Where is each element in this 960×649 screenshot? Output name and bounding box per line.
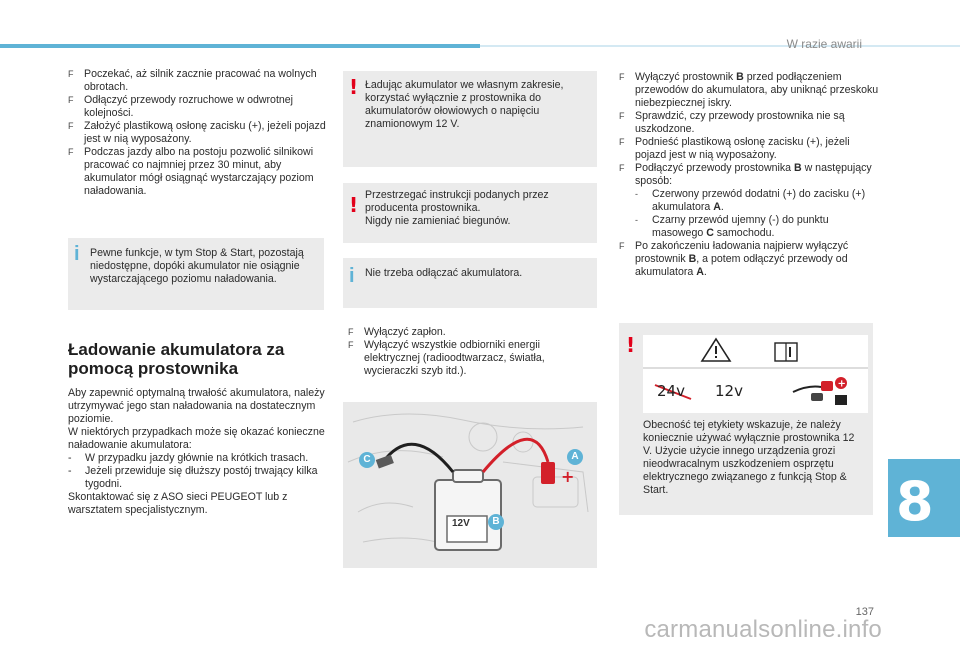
list-item: F Podnieść plastikową osłonę zacisku (+), jeżeli pojazd jest w nią wyposażony. <box>619 136 850 161</box>
left-steps <box>68 68 330 198</box>
bullet-icon: F <box>68 69 74 79</box>
bullet-icon: F <box>619 137 625 147</box>
charging-paragraph: Aby zapewnić optymalną trwałość akumulatora, należy utrzymywać jego stan naładowania na dostatecznym poziomie. W niektórych przypadkach może się okazać konieczne naładowanie akumulatora: - W przypadku jazdy głównie na krótkich trasach. - Jeżeli przewiduje się dłuższy postój trwający kilka tygodni. Skontaktować się z ASO sieci PEUGEOT lub z warsztatem specjalistycznym. <box>68 387 330 517</box>
label-24v: 24v <box>657 382 685 400</box>
info-box-stop-start: i Pewne funkcje, w tym Stop & Start, pozostają niedostępne, dopóki akumulator nie osiągnie wystarczającego poziomu naładowania. <box>68 238 324 310</box>
svg-text:+: + <box>837 378 846 390</box>
charger-voltage: 12V <box>452 518 470 529</box>
bullet-icon: F <box>619 163 625 173</box>
info-icon: i <box>74 243 80 265</box>
watermark: carmanualsonline.info <box>644 616 882 643</box>
bullet-icon: F <box>348 327 354 337</box>
bullet-icon: F <box>619 111 625 121</box>
label-12v: 12v <box>715 382 743 400</box>
label-sticker-svg <box>643 335 868 413</box>
list-item: F Wyłączyć prostownik B przed podłączeniem przewodów do akumulatora, aby uniknąć przeskoku niebezpiecznej iskry. <box>619 71 879 109</box>
warning-icon: ! <box>349 75 359 99</box>
warning-icon: ! <box>626 333 636 357</box>
header-line <box>480 45 960 47</box>
middle-steps <box>348 326 596 378</box>
bullet-icon: F <box>68 95 74 105</box>
stop-start-label-sticker <box>643 335 868 413</box>
header-accent-bar <box>0 44 480 48</box>
list-item: - W przypadku jazdy głównie na krótkich trasach. <box>68 452 309 464</box>
bullet-icon: F <box>619 72 625 82</box>
warning-box-label: ! Obecność tej etykiety wskazuje, że należy koniecznie używać wyłącznie prostownika 12 V. Użycie użycie innego urządzenia grozi nieodwracalnym uszkodzeniem osprzętu elektrycznego związanego z funkcją Stop & Start. <box>619 323 873 515</box>
page-number: 137 <box>855 606 874 618</box>
list-item: F Odłączyć przewody rozruchowe w odwrotnej kolejności. <box>68 94 294 119</box>
list-item: - Jeżeli przewiduje się dłuższy postój trwający kilka tygodni. <box>68 465 318 490</box>
info-box-no-disconnect: i Nie trzeba odłączać akumulatora. <box>343 258 597 308</box>
bullet-icon: F <box>348 340 354 350</box>
list-item: - Czerwony przewód dodatni (+) do zacisku (+) akumulatora A. <box>635 188 866 213</box>
list-item: F Sprawdzić, czy przewody prostownika nie są uszkodzone. <box>619 110 845 135</box>
section-heading: Ładowanie akumulatora za pomocą prostownika <box>68 340 285 378</box>
list-item: - Czarny przewód ujemny (-) do punktu masowego C samochodu. <box>635 214 829 239</box>
marker-c: C <box>359 452 375 468</box>
marker-b: B <box>488 514 504 530</box>
list-item: F Po zakończeniu ładowania najpierw wyłączyć prostownik B, a potem odłączyć przewody od akumulatora A. <box>619 240 849 278</box>
list-item: F Wyłączyć zapłon. <box>348 326 446 338</box>
section-title: W razie awarii <box>786 37 862 51</box>
bullet-icon: F <box>68 121 74 131</box>
warning-box-charger-type: ! Ładując akumulator we własnym zakresie, korzystać wyłącznie z prostownika do akumulatorów ołowiowych o napięciu znamionowym 12 V. <box>343 71 597 167</box>
list-item: F Podłączyć przewody prostownika B w następujący sposób: - Czerwony przewód dodatni (+) do zacisku (+) akumulatora A. - Czarny przewód ujemny (-) do punktu masowego C samochodu. <box>619 162 881 240</box>
warning-icon: ! <box>349 193 359 217</box>
warning-box-instructions: ! Przestrzegać instrukcji podanych przez producenta prostownika. Nigdy nie zamieniać biegunów. <box>343 183 597 243</box>
list-item: F Założyć plastikową osłonę zacisku (+), jeżeli pojazd jest w nią wyposażony. <box>68 120 326 145</box>
right-steps <box>619 71 881 279</box>
bullet-icon: F <box>68 147 74 157</box>
bullet-icon: F <box>619 241 625 251</box>
info-icon: i <box>349 265 355 287</box>
engine-illustration-svg <box>343 402 597 568</box>
svg-text:+: + <box>561 467 575 486</box>
list-item: F Podczas jazdy albo na postoju pozwolić silnikowi pracować co najmniej przez 30 minut, aby akumulator mógł osiągnąć wystarczający poziom naładowania. <box>68 146 314 197</box>
marker-a: A <box>567 449 583 465</box>
list-item: F Wyłączyć wszystkie odbiorniki energii elektrycznej (radioodtwarzacz, światła, wycieraczki szyb itd.). <box>348 339 545 377</box>
list-item: F Poczekać, aż silnik zacznie pracować na wolnych obrotach. <box>68 68 317 93</box>
engine-charging-illustration <box>343 402 597 568</box>
chapter-number: 8 <box>896 470 934 533</box>
